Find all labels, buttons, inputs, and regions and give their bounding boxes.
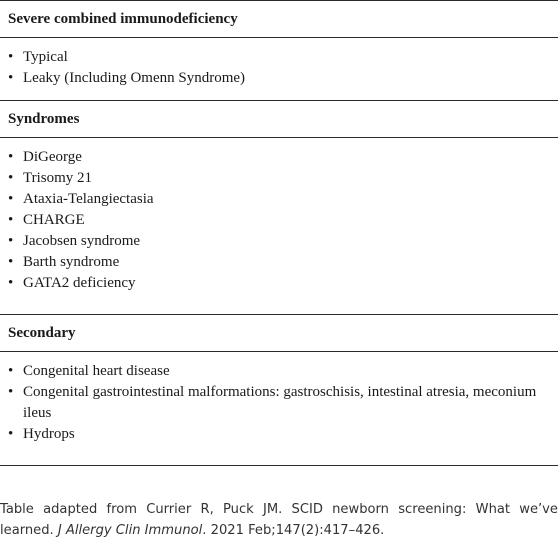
- footnote-journal: J Allergy Clin Immunol: [57, 523, 203, 538]
- scid-list: [8, 47, 550, 89]
- list-item: • Trisomy 21: [8, 168, 550, 189]
- table-footnote: [0, 499, 558, 541]
- list-item: • DiGeorge: [8, 147, 550, 168]
- footnote-issue: . 2021 Feb;147(2):417–426.: [202, 523, 385, 538]
- list-item: • Congenital gastrointestinal malformations: gastroschisis, intestinal atresia, meconium ileus: [8, 382, 550, 424]
- footnote-citation: Table adapted from Currier R, Puck JM. SCID newborn screening: What we’ve learned.: [0, 502, 558, 538]
- list-item: • Jacobsen syndrome: [8, 231, 550, 252]
- section-heading-syndromes: Syndromes: [0, 101, 558, 138]
- section-body-syndromes: [0, 138, 558, 315]
- list-item: • Leaky (Including Omenn Syndrome): [8, 68, 550, 89]
- section-heading-scid: Severe combined immunodeficiency: [0, 1, 558, 38]
- list-item: • CHARGE: [8, 210, 550, 231]
- syndromes-list: [8, 147, 550, 294]
- section-heading-secondary: Secondary: [0, 315, 558, 352]
- section-body-secondary: [0, 352, 558, 465]
- secondary-list: [8, 361, 550, 445]
- list-item: • Congenital heart disease: [8, 361, 550, 382]
- section-body-scid: [0, 38, 558, 101]
- list-item: • Hydrops: [8, 424, 550, 445]
- list-item: • Typical: [8, 47, 550, 68]
- list-item: • Ataxia-Telangiectasia: [8, 189, 550, 210]
- list-item: • Barth syndrome: [8, 252, 550, 273]
- list-item: • GATA2 deficiency: [8, 273, 550, 294]
